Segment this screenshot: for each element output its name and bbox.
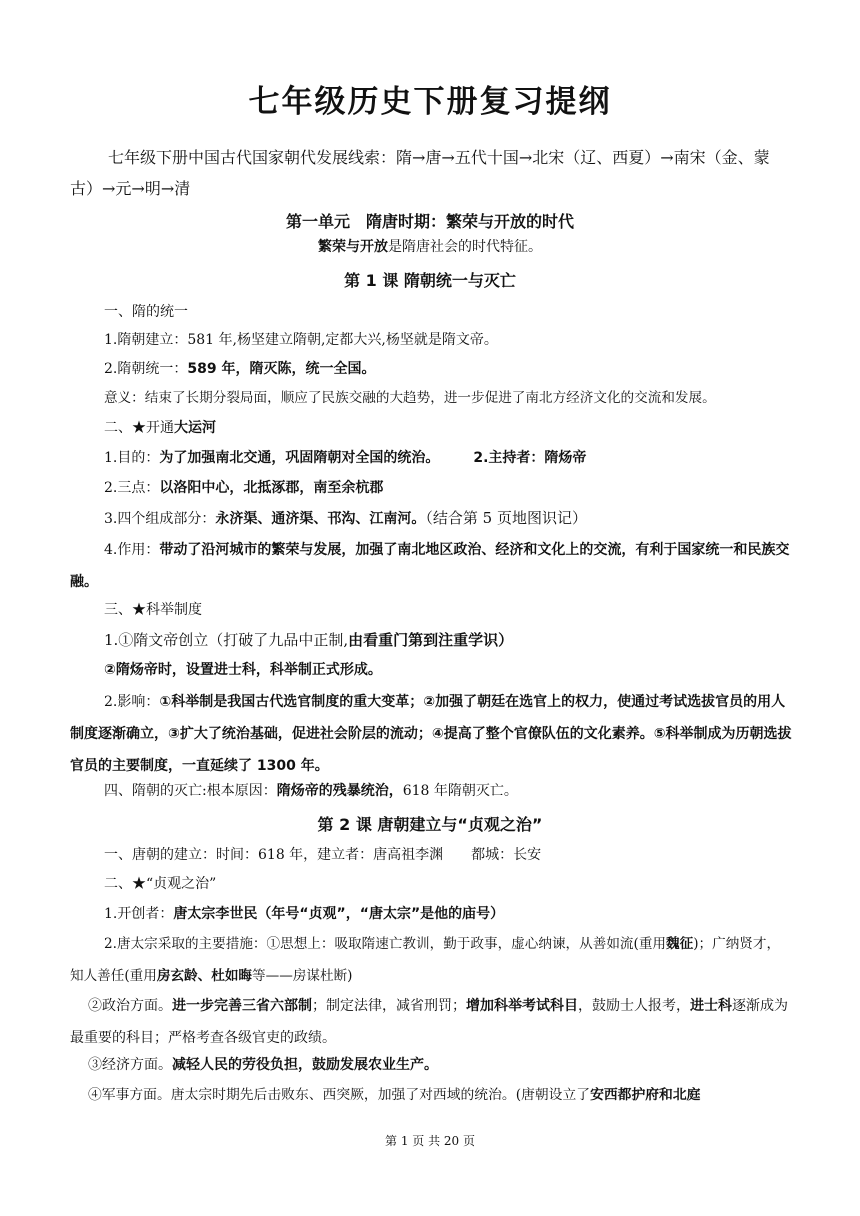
lesson1-line4 [104, 446, 794, 470]
lesson1-line6 [104, 506, 794, 531]
l4b: 为了加强南北交通，巩固隋朝对全国的统治。 [159, 450, 440, 466]
lesson1-line2 [104, 357, 794, 381]
l2b: 唐太宗李世民（年号“贞观”，“唐太宗”是他的庙号） [173, 906, 505, 922]
l3e: 等——房谋杜断) [252, 968, 353, 984]
s2b: 大运河 [174, 420, 216, 436]
lesson1-section3: 三、★科举制度 [104, 602, 202, 618]
l4f: 进士科 [690, 998, 732, 1014]
page-footer: 第 1 页 共 20 页 [385, 1134, 475, 1148]
l10b: ①科举制是我国古代选官制度的重大变革；②加强了朝廷在选官上的权力，使通过考试选拔官员的用人制度逐渐确立，③扩大了统治基础，促进社会阶层的流动；④提高了整个官僚队伍的文化素养。⑤科举制成为历朝选拔官员的主要制度，一直延续了 1300 年。 [70, 694, 792, 774]
l3b: 魏征 [666, 936, 694, 952]
lesson1-line7 [70, 534, 792, 598]
l4c: ；制定法律，减省刑罚； [312, 998, 466, 1014]
l4g: 逐渐成为最重要的科目；严格考查各级官吏的政绩。 [70, 998, 788, 1046]
l5a: ③经济方面。 [88, 1057, 172, 1073]
unit-heading: 第一单元 隋唐时期：繁荣与开放的时代 [285, 212, 574, 231]
l3c: )；广纳贤才，知人善任(重用 [70, 936, 781, 984]
l8b: 由看重门第到注重学识） [348, 631, 514, 649]
l8a: 1.①隋文帝创立（打破了九品中正制, [104, 631, 349, 649]
lesson2-line5 [88, 1053, 778, 1077]
lesson2-line3 [70, 928, 792, 992]
unit-note-bold: 繁荣与开放 [318, 239, 388, 255]
l4a: 1.目的： [104, 450, 160, 466]
lesson1-line3: 意义：结束了长期分裂局面，顺应了民族交融的大趋势，进一步促进了南北方经济文化的交流和发展。 [104, 390, 716, 406]
lesson2-line4 [70, 990, 792, 1054]
l2a: 2.隋朝统一： [104, 361, 188, 377]
l6b: 安西都护府和北庭 [590, 1087, 701, 1103]
l7b: 带动了沿河城市的繁荣与发展，加强了南北地区政治、经济和文化上的交流，有利于国家统一和民族交融。 [70, 542, 790, 590]
unit-note-rest: 是隋唐社会的时代特征。 [388, 239, 542, 255]
l6c: （结合第 5 页地图识记） [425, 509, 587, 527]
l10a: 2.影响： [104, 694, 160, 710]
lesson2-line6 [88, 1083, 778, 1107]
s2a: 二、★开通 [104, 420, 174, 436]
unit-note [0, 236, 860, 256]
lesson1-section1: 一、隋的统一 [104, 304, 188, 320]
l5a: 2.三点： [104, 480, 160, 496]
lesson1-line9: ②隋炀帝时，设置进士科，科举制正式形成。 [104, 662, 382, 678]
lesson1-heading: 第 1 课 隋朝统一与灭亡 [344, 271, 516, 290]
lesson2-section2: 二、★“贞观之治” [104, 876, 217, 892]
l11c: 618 年隋朝灭亡。 [402, 783, 518, 799]
lesson1-line10 [70, 686, 792, 782]
l4d: 增加科举考试科目 [466, 998, 578, 1014]
l4c: 2.主持者：隋炀帝 [473, 450, 587, 466]
l6b: 永济渠、通济渠、邗沟、江南河。 [215, 511, 426, 527]
l2a: 1.开创者： [104, 906, 174, 922]
l11a: 四、隋朝的灭亡:根本原因： [104, 783, 277, 799]
l3a: 2.唐太宗采取的主要措施：①思想上：吸取隋速亡教训，勤于政事，虚心纳谏，从善如流(重用 [104, 936, 667, 952]
l6a: ④军事方面。唐太宗时期先后击败东、西突厥，加强了对西域的统治。(唐朝设立了 [88, 1087, 591, 1103]
lesson2-line1: 一、唐朝的建立：时间：618 年，建立者：唐高祖李渊 都城：长安 [104, 847, 542, 863]
lesson2-line2 [104, 902, 794, 926]
lesson1-section2 [104, 416, 794, 440]
l2b: 589 年，隋灭陈，统一全国。 [187, 361, 376, 377]
l7a: 4.作用： [104, 542, 160, 558]
lesson1-line8 [104, 628, 794, 652]
l4b: 进一步完善三省六部制 [172, 998, 312, 1014]
l4a: ②政治方面。 [88, 998, 172, 1014]
l6a: 3.四个组成部分： [104, 511, 216, 527]
l3d: 房玄龄、杜如晦 [156, 968, 253, 984]
l11b: 隋炀帝的残暴统治， [276, 783, 403, 799]
page-title: 七年级历史下册复习提纲 [248, 84, 612, 120]
lesson2-heading: 第 2 课 唐朝建立与“贞观之治” [317, 815, 543, 834]
l5b: 减轻人民的劳役负担，鼓励发展农业生产。 [172, 1057, 438, 1073]
lesson1-line5 [104, 476, 794, 500]
intro-paragraph: 七年级下册中国古代国家朝代发展线索：隋→唐→五代十国→北宋（辽、西夏）→南宋（金、蒙古）→元→明→清 [70, 148, 770, 198]
lesson1-line1: 1.隋朝建立：581 年,杨坚建立隋朝,定都大兴,杨坚就是隋文帝。 [104, 332, 498, 348]
lesson1-line11 [104, 779, 794, 803]
l5b: 以洛阳中心，北抵涿郡，南至余杭郡 [159, 480, 384, 496]
l4e: ，鼓励士人报考， [578, 998, 690, 1014]
